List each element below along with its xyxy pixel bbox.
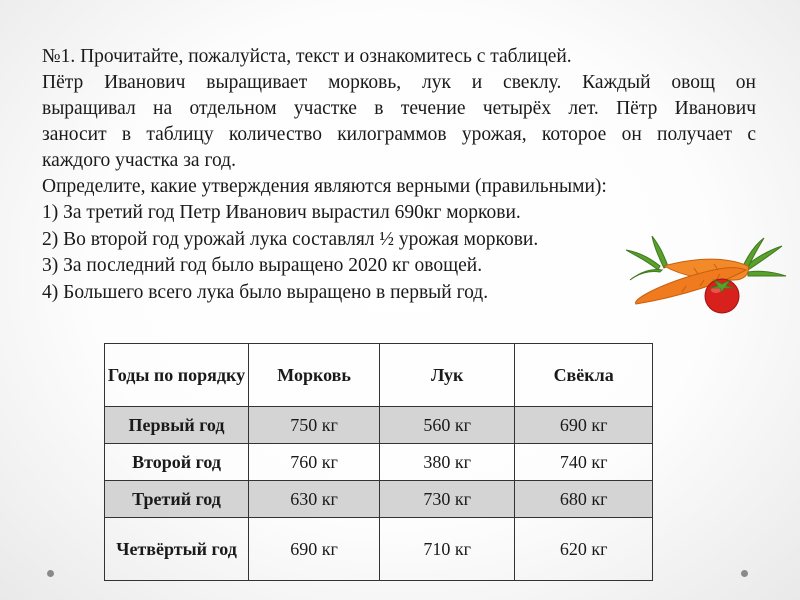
- cell-beet: 740 кг: [515, 444, 653, 481]
- slide-dot-right: [741, 570, 748, 577]
- cell-onion: 710 кг: [380, 518, 515, 581]
- cell-carrot: 760 кг: [249, 444, 380, 481]
- cell-carrot: 630 кг: [249, 481, 380, 518]
- table-row: [105, 518, 653, 581]
- carrots-and-tomato-icon: [624, 230, 788, 318]
- cell-beet: 620 кг: [515, 518, 653, 581]
- header-beet: Свёкла: [515, 344, 653, 407]
- row-year: Первый год: [105, 407, 249, 444]
- header-years: Годы по порядку: [105, 344, 249, 407]
- statement-item: 1) За третий год Петр Иванович вырастил 690кг моркови.: [42, 202, 521, 223]
- cell-onion: 380 кг: [380, 444, 515, 481]
- row-year: Второй год: [105, 444, 249, 481]
- cell-onion: 560 кг: [380, 407, 515, 444]
- intro-line: каждого участка за год.: [42, 150, 236, 171]
- table-header-row: [105, 344, 653, 407]
- table-row: [105, 444, 653, 481]
- cell-carrot: 750 кг: [249, 407, 380, 444]
- header-onion: Лук: [380, 344, 515, 407]
- row-year: Третий год: [105, 481, 249, 518]
- task-intro: [42, 70, 756, 174]
- cell-beet: 690 кг: [515, 407, 653, 444]
- table-row: [105, 481, 653, 518]
- table-row: [105, 407, 653, 444]
- harvest-table: [104, 343, 653, 581]
- slide-dot-left: [47, 570, 54, 577]
- intro-line: Пётр Иванович выращивает морковь, лук и свеклу. Каждый овощ он: [42, 72, 756, 93]
- intro-line: выращивал на отдельном участке в течение четырёх лет. Пётр Иванович: [42, 98, 756, 119]
- statement-item: 2) Во второй год урожай лука составлял ½ урожая моркови.: [42, 228, 539, 250]
- cell-onion: 730 кг: [380, 481, 515, 518]
- statement-item: 3) За последний год было выращено 2020 кг овощей.: [42, 255, 483, 276]
- header-carrot: Морковь: [249, 344, 380, 407]
- statement-item: 4) Большего всего лука было выращено в первый год.: [42, 281, 489, 303]
- cell-carrot: 690 кг: [249, 518, 380, 581]
- cell-beet: 680 кг: [515, 481, 653, 518]
- row-year: Четвёртый год: [105, 518, 249, 581]
- task-title: №1. Прочитайте, пожалуйста, текст и ознакомитесь с таблицей.: [42, 46, 572, 67]
- intro-line: заносит в таблицу количество килограммов урожая, которое он получает с: [42, 124, 756, 145]
- task-question: Определите, какие утверждения являются верными (правильными):: [42, 176, 607, 197]
